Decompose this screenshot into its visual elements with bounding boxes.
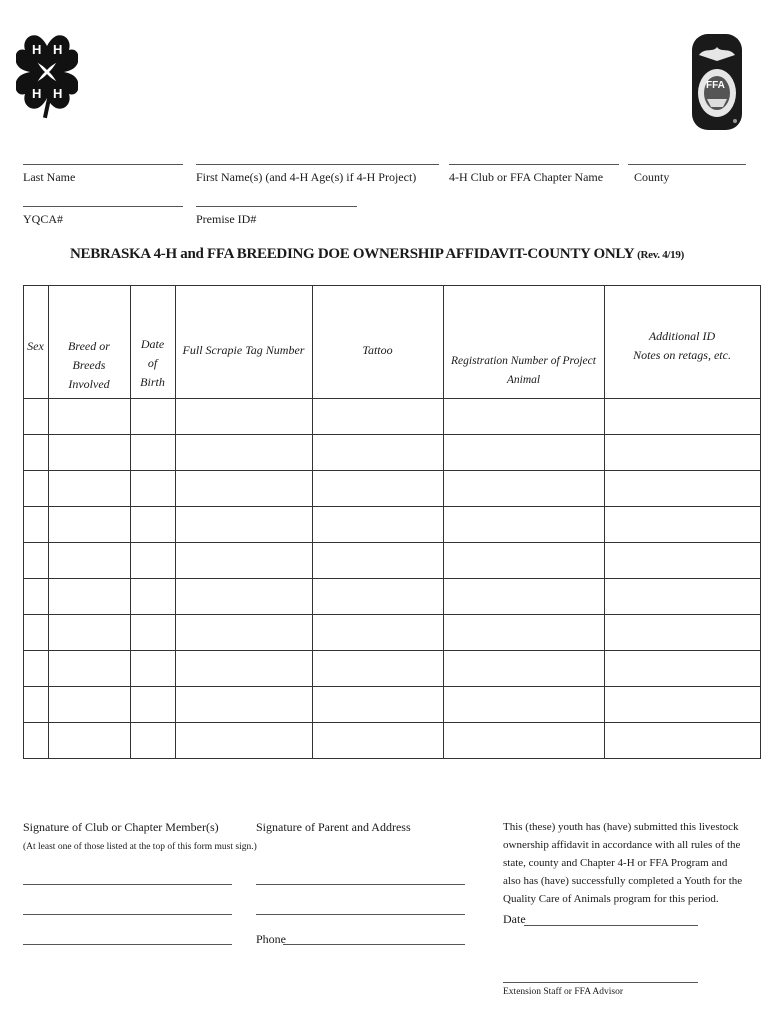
4h-clover-logo-icon <box>16 30 78 120</box>
svg-text:FFA: FFA <box>706 80 725 91</box>
header-sex: Sex <box>27 339 44 353</box>
last-name-label: Last Name <box>23 170 76 184</box>
yqca-line[interactable] <box>23 206 183 207</box>
member-signature-line-3[interactable] <box>23 944 232 945</box>
date-label: Date <box>503 912 526 926</box>
member-signature-line-1[interactable] <box>23 884 232 885</box>
revision-text: (Rev. 4/19) <box>637 249 684 261</box>
parent-signature-line-1[interactable] <box>256 884 465 885</box>
ffa-emblem-icon <box>691 33 743 131</box>
ownership-table <box>23 285 761 759</box>
advisor-statement: This (these) youth has (have) submitted this livestock ownership affidavit in accordance with all rules of the state, county and Chapter 4-H or FFA Program and also has (have) successfully completed a Youth for the Quality Care of Animals program for this period. <box>503 821 743 905</box>
header-scrapie-tag: Full Scrapie Tag Number <box>182 343 305 357</box>
svg-text:H: H <box>53 86 63 101</box>
advisor-signature-line[interactable] <box>503 982 698 983</box>
header-additional-id: Additional ID Notes on retags, etc. <box>633 329 731 362</box>
premise-id-line[interactable] <box>196 206 357 207</box>
form-title <box>70 246 684 263</box>
member-signature-note: (At least one of those listed at the top of this form must sign.) <box>23 842 257 852</box>
svg-text:H: H <box>32 42 42 57</box>
header-breed: Breed or Breeds Involved <box>68 339 110 391</box>
county-line[interactable] <box>628 164 746 165</box>
club-chapter-label: 4-H Club or FFA Chapter Name <box>449 170 604 184</box>
date-line[interactable] <box>524 925 698 926</box>
parent-signature-label: Signature of Parent and Address <box>256 820 411 834</box>
form-title-text: NEBRASKA 4-H and FFA BREEDING DOE OWNERSHIP AFFIDAVIT-COUNTY ONLY <box>70 246 634 262</box>
advisor-label: Extension Staff or FFA Advisor <box>503 987 623 997</box>
member-signature-label: Signature of Club or Chapter Member(s) <box>23 820 219 834</box>
last-name-line[interactable] <box>23 164 183 165</box>
parent-signature-line-2[interactable] <box>256 914 465 915</box>
header-date-of-birth: Date of Birth <box>140 337 165 389</box>
first-name-line[interactable] <box>196 164 439 165</box>
first-name-label: First Name(s) (and 4-H Age(s) if 4-H Project) <box>196 170 417 184</box>
premise-id-label: Premise ID# <box>196 212 257 226</box>
member-signature-line-2[interactable] <box>23 914 232 915</box>
yqca-label: YQCA# <box>23 212 64 226</box>
phone-label: Phone <box>256 932 286 946</box>
county-label: County <box>634 170 670 184</box>
phone-line[interactable] <box>283 944 465 945</box>
header-registration: Registration Number of Project Animal <box>451 355 596 386</box>
svg-text:H: H <box>53 42 63 57</box>
svg-text:H: H <box>32 86 42 101</box>
club-chapter-line[interactable] <box>449 164 619 165</box>
header-tattoo: Tattoo <box>362 343 393 357</box>
